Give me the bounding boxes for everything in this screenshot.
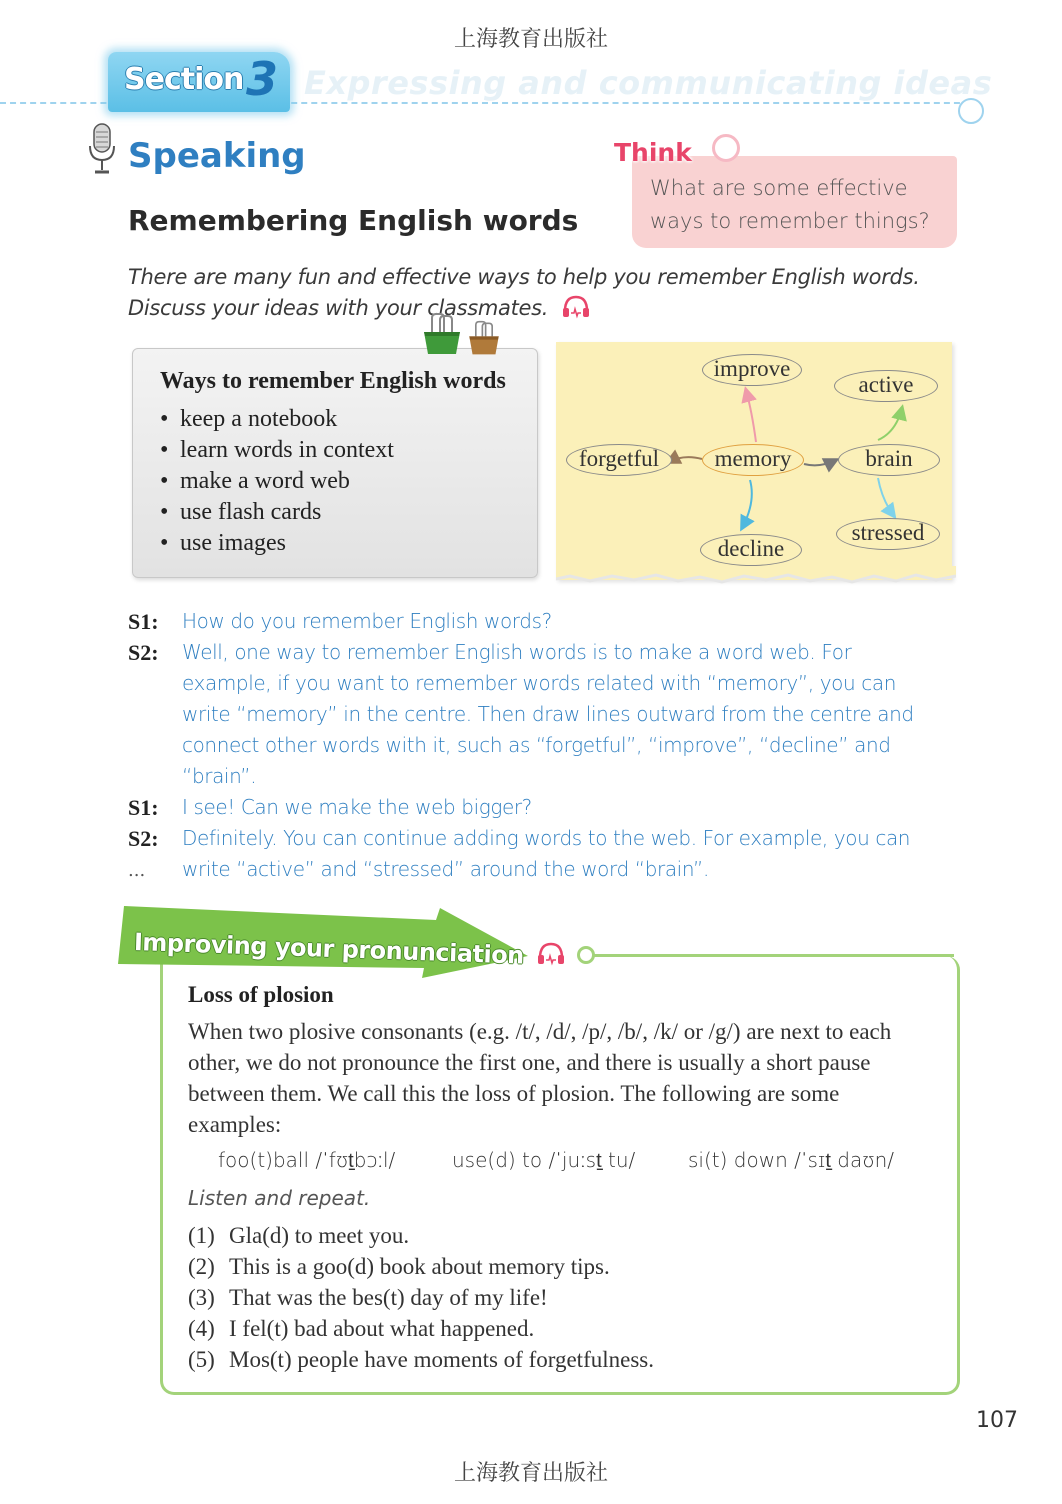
dialogue-line: Definitely. You can continue adding words to the web. For example, you can write “active” and “stressed” around the word “brain”. — [182, 826, 911, 881]
list-item — [188, 1282, 654, 1313]
web-node-brain: brain — [838, 444, 940, 476]
think-question: What are some effective ways to remember things? — [650, 176, 930, 233]
section-label: Section — [124, 62, 244, 97]
think-label: Think — [614, 138, 692, 167]
section-number: 3 — [246, 52, 279, 106]
practice-list — [188, 1220, 654, 1375]
item-text: This is a goo(d) book about memory tips. — [229, 1254, 610, 1279]
dialogue-turn — [128, 823, 968, 885]
dialogue — [128, 606, 968, 885]
list-item: • use flash cards — [160, 497, 394, 528]
dialogue-turn — [128, 792, 968, 823]
green-binder-clip-icon — [420, 312, 464, 356]
web-node-stressed: stressed — [836, 518, 940, 550]
ways-title: Ways to remember English words — [160, 368, 506, 394]
intro-text — [128, 262, 968, 324]
headphones-icon[interactable] — [536, 940, 566, 966]
speaker-label: S1: — [128, 795, 159, 820]
brown-binder-clip-icon — [466, 318, 502, 358]
section-title: Expressing and communicating ideas — [304, 64, 993, 102]
speaker-label: S2: — [128, 640, 159, 665]
list-item — [188, 1344, 654, 1375]
lesson-subtitle: Remembering English words — [128, 204, 579, 237]
pronunciation-banner-label: Improving your pronunciation — [133, 928, 525, 970]
dialogue-line: I see! Can we make the web bigger? — [182, 795, 532, 819]
item-text: That was the bes(t) day of my life! — [229, 1285, 548, 1310]
web-node-forgetful: forgetful — [566, 444, 672, 476]
list-item: • learn words in context — [160, 435, 394, 466]
pronunciation-heading: Loss of plosion — [188, 982, 334, 1007]
list-item: • keep a notebook — [160, 404, 394, 435]
speaker-label: S2: — [128, 826, 159, 851]
dialogue-line: How do you remember English words? — [182, 609, 552, 633]
pronunciation-line-end — [577, 946, 595, 964]
dialogue-turn — [128, 637, 968, 792]
web-node-active: active — [834, 370, 938, 402]
speaker-label: S1: — [128, 609, 159, 634]
headphones-icon[interactable] — [561, 293, 591, 319]
list-item — [188, 1251, 654, 1282]
item-number: (5) — [188, 1347, 215, 1372]
ways-list — [160, 404, 394, 559]
publisher-watermark-top: 上海教育出版社 — [453, 27, 608, 52]
item-number: (3) — [188, 1285, 215, 1310]
web-node-improve: improve — [702, 354, 802, 386]
page-number: 107 — [976, 1408, 1018, 1433]
pronunciation-paragraph: When two plosive consonants (e.g. /t/, /d/, /p/, /b/, /k/ or /g/) are next to each other, we do not pronounce the first one, and there is usually a short pause between them. We call this the loss of plosion. The following are some examples: — [188, 1019, 892, 1137]
speaking-title: Speaking — [128, 136, 306, 176]
dialogue-line: Well, one way to remember English words is to make a word web. For example, if you want to remember words related with “memory”, you can write “memory” in the centre. Then draw lines outward from the centre and connect other words with it, such as “forgetful”, “improve”, “decline” and “brain”. — [182, 640, 914, 788]
microphone-icon — [88, 122, 116, 176]
example-item: use(d) to /ˈjuːst̠ tu/ — [452, 1148, 636, 1172]
example-item: foo(t)ball /ˈfʊt̠bɔːl/ — [218, 1148, 396, 1172]
item-number: (1) — [188, 1223, 215, 1248]
item-text: I fel(t) bad about what happened. — [229, 1316, 535, 1341]
publisher-watermark-bottom: 上海教育出版社 — [453, 1461, 608, 1486]
example-item: si(t) down /ˈsɪt̠ daʊn/ — [688, 1148, 894, 1172]
list-item — [188, 1313, 654, 1344]
item-number: (4) — [188, 1316, 215, 1341]
item-text: Gla(d) to meet you. — [229, 1223, 410, 1248]
web-node-memory: memory — [702, 444, 804, 476]
listen-instruction: Listen and repeat. — [188, 1186, 371, 1210]
list-item: • make a word web — [160, 466, 394, 497]
pronunciation-box-top-line — [586, 954, 954, 957]
think-bubble-circle — [712, 134, 740, 162]
item-number: (2) — [188, 1254, 215, 1279]
dialogue-ellipsis: ... — [128, 860, 146, 881]
intro-sentence: There are many fun and effective ways to help you remember English words. Discuss your ideas with your classmates. — [128, 265, 920, 320]
list-item — [188, 1220, 654, 1251]
item-text: Mos(t) people have moments of forgetfulness. — [229, 1347, 654, 1372]
web-node-decline: decline — [700, 534, 802, 566]
dialogue-turn — [128, 606, 968, 637]
list-item: • use images — [160, 528, 394, 559]
